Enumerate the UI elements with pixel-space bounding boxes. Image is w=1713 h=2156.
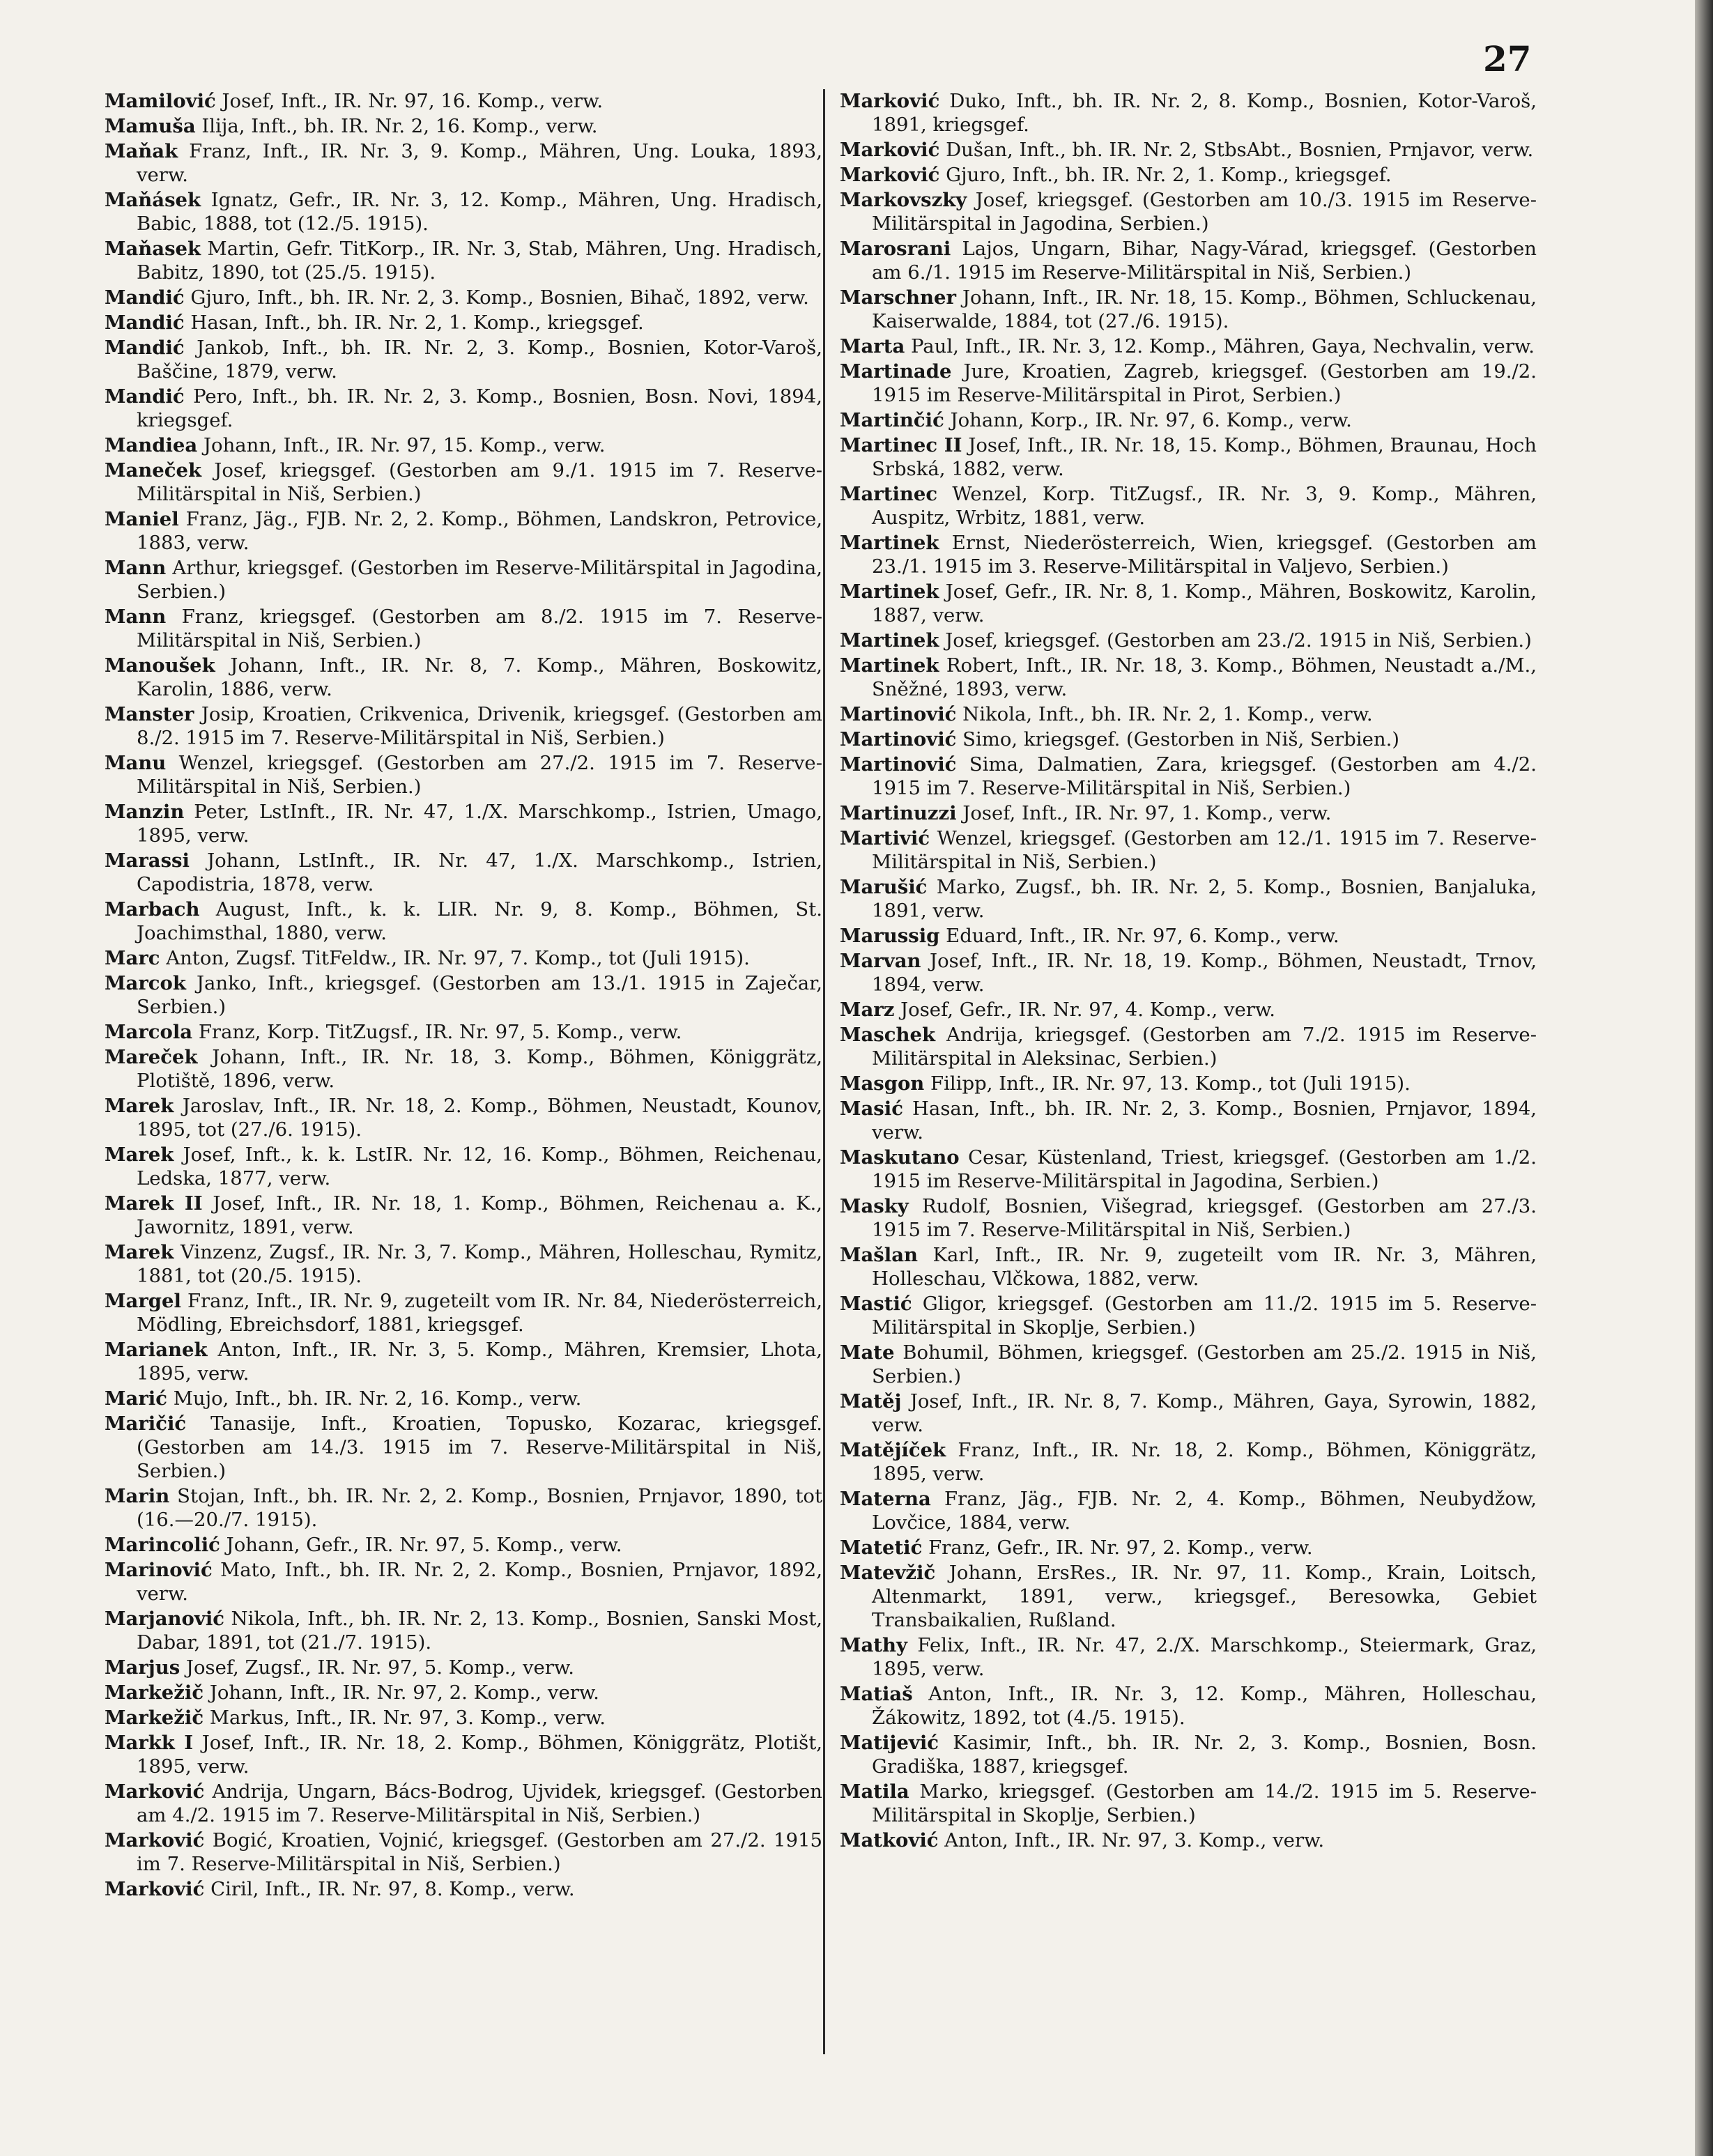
entry-details: Josef, Inft., IR. Nr. 18, 15. Komp., Böhmen, Braunau, Hoch Srbská, 1882, verw. — [872, 434, 1537, 480]
entry-details: Gjuro, Inft., bh. IR. Nr. 2, 1. Komp., kriegsgef. — [939, 164, 1392, 186]
register-entry — [840, 360, 1537, 407]
entry-surname: Marjanović — [105, 1608, 225, 1630]
entry-details: Bogić, Kroatien, Vojnić, kriegsgef. (Gestorben am 27./2. 1915 im 7. Reserve-Militärspital in Niš, Serbien.) — [137, 1829, 822, 1875]
entry-details: Josip, Kroatien, Crikvenica, Drivenik, kriegsgef. (Gestorben am 8./2. 1915 im 7. Reserve-Militärspital in Niš, Serbien.) — [137, 703, 822, 749]
entry-details: Franz, Gefr., IR. Nr. 97, 2. Komp., verw. — [922, 1537, 1313, 1559]
entry-details: Franz, Korp. TitZugsf., IR. Nr. 97, 5. Komp., verw. — [192, 1021, 682, 1043]
entry-surname: Martinuzzi — [840, 802, 957, 824]
register-entry — [105, 1484, 822, 1532]
entry-surname: Mamilović — [105, 90, 216, 112]
entry-details: Marko, Zugsf., bh. IR. Nr. 2, 5. Komp., Bosnien, Banjaluka, 1891, verw. — [872, 876, 1537, 922]
register-entry — [840, 237, 1537, 284]
entry-details: Franz, kriegsgef. (Gestorben am 8./2. 1915 im 7. Reserve-Militärspital in Niš, Serbien.) — [137, 606, 822, 652]
entry-details: Josef, Inft., IR. Nr. 97, 1. Komp., verw. — [956, 802, 1332, 824]
register-entry — [105, 654, 822, 701]
entry-details: Jure, Kroatien, Zagreb, kriegsgef. (Gestorben am 19./2. 1915 im Reserve-Militärspital in Pirot, Serbien.) — [872, 360, 1537, 406]
register-entry — [840, 1438, 1537, 1486]
entry-details: Bohumil, Böhmen, kriegsgef. (Gestorben am 25./2. 1915 in Niš, Serbien.) — [872, 1341, 1537, 1387]
register-entry — [105, 1607, 822, 1654]
register-entry — [105, 188, 822, 236]
register-entry — [105, 1731, 822, 1778]
entry-surname: Manu — [105, 752, 167, 774]
entry-surname: Markovszky — [840, 189, 967, 211]
register-entry — [105, 1656, 822, 1679]
register-entry — [105, 139, 822, 187]
entry-details: Filipp, Inft., IR. Nr. 97, 13. Komp., tot (Juli 1915). — [924, 1072, 1411, 1095]
register-entry — [840, 629, 1537, 652]
register-entry — [105, 237, 822, 284]
entry-surname: Martinek — [840, 532, 939, 554]
entry-details: Jankob, Inft., bh. IR. Nr. 2, 3. Komp., Bosnien, Kotor-Varoš, Baščine, 1879, verw. — [137, 337, 822, 383]
entry-details: Andrija, Ungarn, Bács-Bodrog, Ujvidek, kriegsgef. (Gestorben am 4./2. 1915 im 7. Reserve-Militärspital in Niš, Serbien.) — [137, 1780, 822, 1826]
entry-surname: Marcola — [105, 1021, 193, 1043]
entry-details: Felix, Inft., IR. Nr. 47, 2./X. Marschkomp., Steiermark, Graz, 1895, verw. — [872, 1634, 1537, 1680]
entry-surname: Matković — [840, 1829, 939, 1851]
entry-details: Hasan, Inft., bh. IR. Nr. 2, 3. Komp., Bosnien, Prnjavor, 1894, verw. — [872, 1098, 1537, 1144]
entry-details: Mujo, Inft., bh. IR. Nr. 2, 16. Komp., verw. — [167, 1387, 582, 1410]
entry-details: Janko, Inft., kriegsgef. (Gestorben am 13./1. 1915 in Zaječar, Serbien.) — [137, 972, 822, 1018]
entry-surname: Maneček — [105, 459, 202, 482]
entry-surname: Mate — [840, 1341, 895, 1364]
register-entry — [105, 286, 822, 309]
register-entry — [105, 971, 822, 1019]
entry-surname: Marcok — [105, 972, 186, 994]
entry-details: Hasan, Inft., bh. IR. Nr. 2, 1. Komp., kriegsgef. — [184, 311, 644, 334]
entry-details: Ciril, Inft., IR. Nr. 97, 8. Komp., verw. — [204, 1878, 575, 1900]
entry-surname: Marković — [105, 1780, 205, 1803]
register-entry — [840, 1097, 1537, 1144]
entry-details: Josef, Inft., IR. Nr. 18, 1. Komp., Böhmen, Reichenau a. K., Jawornitz, 1891, verw. — [137, 1192, 822, 1238]
entry-details: Josef, Inft., IR. Nr. 18, 2. Komp., Böhmen, Königgrätz, Plotišt, 1895, verw. — [137, 1732, 822, 1778]
register-entry — [105, 507, 822, 555]
entry-surname: Martinec II — [840, 434, 962, 456]
entry-surname: Matěj — [840, 1390, 902, 1412]
register-entry — [105, 1240, 822, 1288]
entry-surname: Marschner — [840, 286, 956, 309]
entry-surname: Martinec — [840, 483, 938, 505]
register-entry — [105, 1706, 822, 1730]
entry-details: Josef, Gefr., IR. Nr. 97, 4. Komp., verw. — [894, 999, 1275, 1021]
entry-details: Josef, Gefr., IR. Nr. 8, 1. Komp., Mähren, Boskowitz, Karolin, 1887, verw. — [872, 580, 1537, 626]
entry-details: Franz, Jäg., FJB. Nr. 2, 4. Komp., Böhmen, Neubydžow, Lovčice, 1884, verw. — [872, 1488, 1537, 1534]
entry-details: Nikola, Inft., bh. IR. Nr. 2, 13. Komp., Bosnien, Sanski Most, Dabar, 1891, tot (21./7. 1915). — [137, 1608, 822, 1654]
register-entry — [840, 1146, 1537, 1193]
entry-details: Johann, Gefr., IR. Nr. 97, 5. Komp., verw. — [220, 1534, 622, 1556]
entry-details: Johann, Korp., IR. Nr. 97, 6. Komp., verw. — [944, 409, 1352, 431]
register-entry — [105, 1828, 822, 1876]
entry-surname: Marassi — [105, 849, 190, 872]
register-entry — [105, 311, 822, 334]
entry-surname: Marković — [840, 139, 940, 161]
register-entry — [840, 875, 1537, 923]
register-entry — [105, 800, 822, 847]
entry-surname: Maskutano — [840, 1146, 960, 1169]
register-entry — [105, 556, 822, 603]
entry-details: Josef, Inft., IR. Nr. 97, 16. Komp., verw. — [215, 90, 604, 112]
entry-surname: Mandić — [105, 311, 185, 334]
register-entry — [840, 1682, 1537, 1730]
entry-details: Franz, Jäg., FJB. Nr. 2, 2. Komp., Böhmen, Landskron, Petrovice, 1883, verw. — [137, 508, 822, 554]
entry-surname: Marussig — [840, 925, 940, 947]
register-entry — [105, 89, 822, 113]
register-entry — [840, 433, 1537, 481]
register-entry — [105, 946, 822, 970]
entry-details: Josef, kriegsgef. (Gestorben am 10./3. 1915 im Reserve-Militärspital in Jagodina, Serbien.) — [872, 189, 1537, 235]
entry-details: Franz, Inft., IR. Nr. 18, 2. Komp., Böhmen, Königgrätz, 1895, verw. — [872, 1439, 1537, 1485]
register-entry — [105, 702, 822, 750]
register-entry — [105, 1780, 822, 1827]
entry-surname: Manzin — [105, 801, 185, 823]
register-entry — [840, 1487, 1537, 1534]
entry-details: Sima, Dalmatien, Zara, kriegsgef. (Gestorben am 4./2. 1915 im 7. Reserve-Militärspital in Niš, Serbien.) — [872, 753, 1537, 799]
right-column — [840, 89, 1537, 1854]
entry-details: Stojan, Inft., bh. IR. Nr. 2, 2. Komp., Bosnien, Prnjavor, 1890, tot (16.—20./7. 1915). — [137, 1485, 822, 1531]
entry-details: Tanasije, Inft., Kroatien, Topusko, Kozarac, kriegsgef. (Gestorben am 14./3. 1915 im 7. Reserve-Militärspital in Niš, Serbien.) — [137, 1412, 822, 1482]
register-entry — [105, 1020, 822, 1044]
register-entry — [840, 949, 1537, 996]
entry-details: Eduard, Inft., IR. Nr. 97, 6. Komp., verw. — [939, 925, 1339, 947]
entry-surname: Marin — [105, 1485, 170, 1507]
register-entry — [105, 1387, 822, 1410]
register-entry — [840, 1780, 1537, 1827]
entry-details: Peter, LstInft., IR. Nr. 47, 1./X. Marschkomp., Istrien, Umago, 1895, verw. — [137, 801, 822, 847]
register-entry — [840, 334, 1537, 358]
entry-surname: Markk I — [105, 1732, 194, 1754]
register-entry — [840, 163, 1537, 187]
entry-details: Wenzel, kriegsgef. (Gestorben am 12./1. 1915 im 7. Reserve-Militärspital in Niš, Serbien.) — [872, 827, 1537, 873]
entry-surname: Mašlan — [840, 1244, 919, 1266]
entry-details: Karl, Inft., IR. Nr. 9, zugeteilt vom IR. Nr. 3, Mähren, Holleschau, Vlčkowa, 1882, verw. — [872, 1244, 1537, 1290]
register-entry — [840, 1389, 1537, 1437]
register-entry — [840, 998, 1537, 1022]
entry-details: Wenzel, Korp. TitZugsf., IR. Nr. 3, 9. Komp., Mähren, Auspitz, Wrbitz, 1881, verw. — [872, 483, 1537, 529]
entry-surname: Marjus — [105, 1656, 180, 1679]
entry-details: Ernst, Niederösterreich, Wien, kriegsgef. (Gestorben am 23./1. 1915 im 3. Reserve-Militärspital in Valjevo, Serbien.) — [872, 532, 1537, 578]
entry-surname: Mandiea — [105, 434, 198, 456]
entry-details: Anton, Inft., IR. Nr. 3, 12. Komp., Mähren, Holleschau, Žákowitz, 1892, tot (4./5. 1915). — [872, 1683, 1537, 1729]
entry-surname: Marković — [840, 164, 940, 186]
entry-details: Wenzel, kriegsgef. (Gestorben am 27./2. 1915 im 7. Reserve-Militärspital in Niš, Serbien.) — [137, 752, 822, 798]
entry-details: Josef, Inft., IR. Nr. 18, 19. Komp., Böhmen, Neustadt, Trnov, 1894, verw. — [872, 950, 1537, 996]
entry-details: Johann, Inft., IR. Nr. 18, 3. Komp., Böhmen, Königgrätz, Plotiště, 1896, verw. — [137, 1046, 822, 1092]
entry-details: Andrija, kriegsgef. (Gestorben am 7./2. 1915 im Reserve-Militärspital in Aleksinac, Serbien.) — [872, 1024, 1537, 1070]
entry-surname: Mann — [105, 557, 167, 579]
entry-surname: Maschek — [840, 1024, 936, 1046]
entry-details: August, Inft., k. k. LIR. Nr. 9, 8. Komp., Böhmen, St. Joachimsthal, 1880, verw. — [137, 898, 822, 944]
page-number: 27 — [1483, 38, 1532, 79]
entry-details: Ignatz, Gefr., IR. Nr. 3, 12. Komp., Mähren, Ung. Hradisch, Babic, 1888, tot (12./5. 1915). — [137, 189, 822, 235]
entry-surname: Martinović — [840, 703, 957, 725]
entry-details: Johann, Inft., IR. Nr. 97, 15. Komp., verw. — [197, 434, 606, 456]
entry-surname: Marvan — [840, 950, 921, 972]
register-entry — [105, 1192, 822, 1239]
register-entry — [840, 1023, 1537, 1070]
register-entry — [105, 1338, 822, 1385]
register-entry — [840, 531, 1537, 578]
entry-surname: Martinčić — [840, 409, 944, 431]
entry-surname: Maričić — [105, 1412, 187, 1435]
left-column — [105, 89, 822, 1902]
register-entry — [840, 580, 1537, 627]
entry-surname: Masić — [840, 1098, 903, 1120]
entry-surname: Maňásek — [105, 189, 201, 211]
register-entry — [840, 1292, 1537, 1339]
entry-surname: Marek — [105, 1144, 174, 1166]
entry-surname: Markežič — [105, 1681, 204, 1704]
register-entry — [840, 1072, 1537, 1095]
register-entry — [840, 1633, 1537, 1681]
register-entry — [840, 702, 1537, 726]
entry-surname: Marić — [105, 1387, 167, 1410]
entry-surname: Mathy — [840, 1634, 907, 1656]
register-entry — [105, 1289, 822, 1337]
register-entry — [840, 138, 1537, 162]
entry-details: Dušan, Inft., bh. IR. Nr. 2, StbsAbt., Bosnien, Prnjavor, verw. — [939, 139, 1534, 161]
entry-details: Kasimir, Inft., bh. IR. Nr. 2, 3. Komp., Bosnien, Bosn. Gradiška, 1887, kriegsgef. — [872, 1732, 1537, 1778]
register-entry — [840, 408, 1537, 432]
entry-details: Jaroslav, Inft., IR. Nr. 18, 2. Komp., Böhmen, Neustadt, Kounov, 1895, tot (27./6. 1915). — [137, 1095, 822, 1141]
entry-details: Josef, Inft., IR. Nr. 8, 7. Komp., Mähren, Gaya, Syrowin, 1882, verw. — [872, 1390, 1537, 1436]
register-entry — [105, 459, 822, 506]
register-entry — [840, 1341, 1537, 1388]
entry-details: Duko, Inft., bh. IR. Nr. 2, 8. Komp., Bosnien, Kotor-Varoš, 1891, kriegsgef. — [872, 90, 1537, 136]
entry-surname: Marek II — [105, 1192, 203, 1215]
entry-surname: Masgon — [840, 1072, 925, 1095]
entry-surname: Marković — [840, 90, 940, 112]
entry-surname: Masky — [840, 1195, 909, 1217]
register-entry — [840, 1561, 1537, 1632]
entry-surname: Martinek — [840, 654, 939, 677]
entry-details: Johann, Inft., IR. Nr. 8, 7. Komp., Mähren, Boskowitz, Karolin, 1886, verw. — [137, 654, 822, 700]
entry-surname: Martinek — [840, 580, 939, 603]
register-entry — [105, 385, 822, 432]
register-entry — [105, 1681, 822, 1704]
entry-details: Lajos, Ungarn, Bihar, Nagy-Várad, kriegsgef. (Gestorben am 6./1. 1915 im Reserve-Militärspital in Niš, Serbien.) — [872, 238, 1537, 284]
entry-surname: Matijević — [840, 1732, 939, 1754]
register-entry — [840, 727, 1537, 751]
entry-details: Paul, Inft., IR. Nr. 3, 12. Komp., Mähren, Gaya, Nechvalin, verw. — [905, 335, 1535, 357]
entry-details: Ilija, Inft., bh. IR. Nr. 2, 16. Komp., verw. — [195, 115, 598, 137]
entry-surname: Maňasek — [105, 238, 201, 260]
register-entry — [840, 482, 1537, 530]
entry-details: Johann, ErsRes., IR. Nr. 97, 11. Komp., Krain, Loitsch, Altenmarkt, 1891, verw., kriegsgef., Beresowka, Gebiet Transbaikalien, Rußland. — [872, 1562, 1537, 1631]
entry-surname: Marianek — [105, 1339, 208, 1361]
entry-surname: Margel — [105, 1290, 181, 1312]
register-entry — [105, 114, 822, 138]
entry-details: Josef, Inft., k. k. LstIR. Nr. 12, 16. Komp., Böhmen, Reichenau, Ledska, 1877, verw. — [137, 1144, 822, 1189]
scan-edge — [1695, 0, 1713, 2156]
entry-surname: Manster — [105, 703, 194, 725]
register-entry — [840, 826, 1537, 874]
entry-surname: Marušić — [840, 876, 928, 898]
entry-details: Nikola, Inft., bh. IR. Nr. 2, 1. Komp., verw. — [956, 703, 1373, 725]
column-divider — [823, 89, 825, 2054]
entry-details: Franz, Inft., IR. Nr. 9, zugeteilt vom IR. Nr. 84, Niederösterreich, Mödling, Ebreichsdorf, 1881, kriegsgef. — [137, 1290, 822, 1336]
register-entry — [105, 336, 822, 383]
register-entry — [105, 1094, 822, 1141]
entry-details: Gligor, kriegsgef. (Gestorben am 11./2. 1915 im 5. Reserve-Militärspital in Skoplje, Serbien.) — [872, 1293, 1537, 1339]
entry-surname: Marc — [105, 947, 160, 969]
entry-details: Vinzenz, Zugsf., IR. Nr. 3, 7. Komp., Mähren, Holleschau, Rymitz, 1881, tot (20./5. 1915). — [137, 1241, 822, 1287]
entry-surname: Marta — [840, 335, 905, 357]
entry-surname: Martinović — [840, 728, 957, 750]
entry-surname: Matiaš — [840, 1683, 913, 1705]
register-entry — [840, 753, 1537, 800]
register-entry — [105, 1558, 822, 1606]
register-entry — [840, 654, 1537, 701]
register-entry — [105, 1045, 822, 1093]
entry-surname: Marković — [105, 1829, 205, 1851]
register-entry — [105, 849, 822, 896]
entry-details: Gjuro, Inft., bh. IR. Nr. 2, 3. Komp., Bosnien, Bihač, 1892, verw. — [184, 286, 809, 309]
register-entry — [840, 1194, 1537, 1242]
entry-surname: Marz — [840, 999, 895, 1021]
entry-details: Mato, Inft., bh. IR. Nr. 2, 2. Komp., Bosnien, Prnjavor, 1892, verw. — [137, 1559, 822, 1605]
entry-details: Josef, kriegsgef. (Gestorben am 23./2. 1915 in Niš, Serbien.) — [939, 629, 1532, 652]
entry-details: Anton, Inft., IR. Nr. 97, 3. Komp., verw. — [938, 1829, 1325, 1851]
entry-surname: Marincolić — [105, 1534, 220, 1556]
entry-surname: Mandić — [105, 286, 185, 309]
register-entry — [105, 751, 822, 799]
entry-surname: Mastić — [840, 1293, 912, 1315]
entry-details: Josef, kriegsgef. (Gestorben am 9./1. 1915 im 7. Reserve-Militärspital in Niš, Serbien.) — [137, 459, 822, 505]
register-entry — [105, 1533, 822, 1557]
entry-surname: Matetić — [840, 1537, 923, 1559]
entry-surname: Maniel — [105, 508, 179, 530]
entry-details: Martin, Gefr. TitKorp., IR. Nr. 3, Stab, Mähren, Ung. Hradisch, Babitz, 1890, tot (25./5. 1915). — [137, 238, 822, 284]
entry-details: Cesar, Küstenland, Triest, kriegsgef. (Gestorben am 1./2. 1915 im Reserve-Militärspital in Jagodina, Serbien.) — [872, 1146, 1537, 1192]
entry-surname: Marosrani — [840, 238, 951, 260]
register-entry — [840, 924, 1537, 948]
register-entry — [840, 1243, 1537, 1291]
entry-surname: Marek — [105, 1241, 174, 1263]
entry-surname: Martivić — [840, 827, 930, 849]
register-entry — [840, 1731, 1537, 1778]
register-entry — [840, 89, 1537, 137]
entry-surname: Manoušek — [105, 654, 215, 677]
entry-surname: Martinade — [840, 360, 952, 383]
entry-details: Anton, Zugsf. TitFeldw., IR. Nr. 97, 7. Komp., tot (Juli 1915). — [160, 947, 750, 969]
register-entry — [840, 286, 1537, 333]
entry-surname: Matevžič — [840, 1562, 936, 1584]
entry-surname: Marković — [105, 1878, 205, 1900]
register-entry — [840, 188, 1537, 236]
register-entry — [105, 1877, 822, 1901]
entry-details: Simo, kriegsgef. (Gestorben in Niš, Serbien.) — [956, 728, 1400, 750]
entry-surname: Mann — [105, 606, 167, 628]
entry-details: Arthur, kriegsgef. (Gestorben im Reserve-Militärspital in Jagodina, Serbien.) — [137, 557, 822, 603]
entry-surname: Marinović — [105, 1559, 213, 1581]
entry-surname: Marbach — [105, 898, 200, 921]
entry-details: Pero, Inft., bh. IR. Nr. 2, 3. Komp., Bosnien, Bosn. Novi, 1894, kriegsgef. — [137, 385, 822, 431]
entry-surname: Maňak — [105, 140, 178, 162]
register-entry — [840, 1828, 1537, 1852]
entry-surname: Marek — [105, 1095, 174, 1117]
register-entry — [840, 801, 1537, 825]
register-entry — [105, 1143, 822, 1190]
entry-surname: Mamuša — [105, 115, 196, 137]
entry-surname: Mandić — [105, 385, 185, 408]
entry-details: Marko, kriegsgef. (Gestorben am 14./2. 1915 im 5. Reserve-Militärspital in Skoplje, Serbien.) — [872, 1780, 1537, 1826]
entry-details: Johann, LstInft., IR. Nr. 47, 1./X. Marschkomp., Istrien, Capodistria, 1878, verw. — [137, 849, 822, 895]
entry-details: Johann, Inft., IR. Nr. 97, 2. Komp., verw. — [203, 1681, 599, 1704]
entry-surname: Martinek — [840, 629, 939, 652]
register-entry — [840, 1536, 1537, 1560]
register-entry — [105, 605, 822, 652]
entry-surname: Mandić — [105, 337, 185, 359]
register-entry — [105, 433, 822, 457]
entry-surname: Matila — [840, 1780, 909, 1803]
entry-details: Robert, Inft., IR. Nr. 18, 3. Komp., Böhmen, Neustadt a./M., Sněžné, 1893, verw. — [872, 654, 1537, 700]
entry-details: Markus, Inft., IR. Nr. 97, 3. Komp., verw. — [203, 1707, 606, 1729]
entry-details: Anton, Inft., IR. Nr. 3, 5. Komp., Mähren, Kremsier, Lhota, 1895, verw. — [137, 1339, 822, 1385]
register-entry — [105, 898, 822, 945]
entry-details: Franz, Inft., IR. Nr. 3, 9. Komp., Mähren, Ung. Louka, 1893, verw. — [137, 140, 822, 186]
register-entry — [105, 1412, 822, 1483]
entry-details: Rudolf, Bosnien, Višegrad, kriegsgef. (Gestorben am 27./3. 1915 im 7. Reserve-Militärspital in Niš, Serbien.) — [872, 1195, 1537, 1241]
entry-surname: Markežič — [105, 1707, 204, 1729]
entry-surname: Martinović — [840, 753, 957, 776]
entry-surname: Materna — [840, 1488, 931, 1510]
entry-surname: Mareček — [105, 1046, 198, 1068]
entry-details: Johann, Inft., IR. Nr. 18, 15. Komp., Böhmen, Schluckenau, Kaiserwalde, 1884, tot (27./6. 1915). — [872, 286, 1537, 332]
entry-surname: Matějíček — [840, 1439, 946, 1461]
entry-details: Josef, Zugsf., IR. Nr. 97, 5. Komp., verw. — [180, 1656, 574, 1679]
